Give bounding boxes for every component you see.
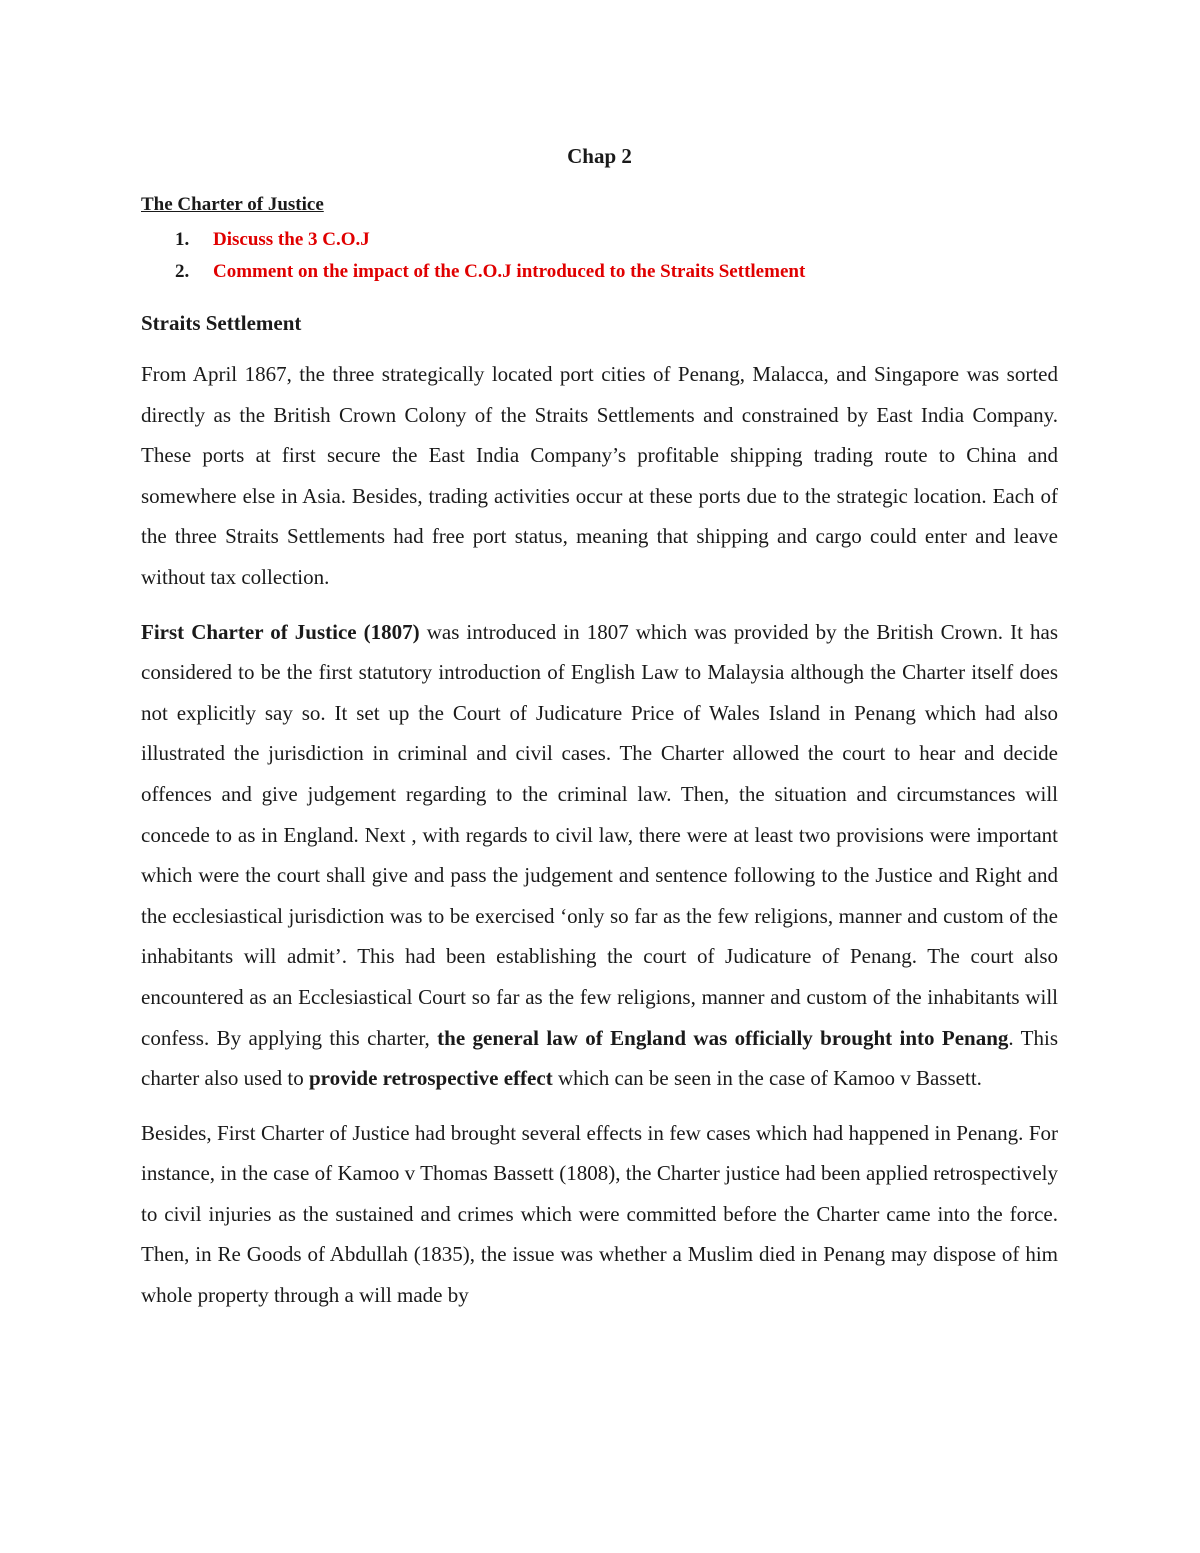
paragraph-text: which can be seen in the case of Kamoo v Bassett. — [552, 1066, 982, 1091]
paragraph-text: was introduced in 1807 which was provided by the British Crown. It has considered to be the first statutory introduction of English Law to Malaysia although the Charter itself does not explicitly say so. It set up the Court of Judicature Price of Wales Island in Penang which had also illustrated the jurisdiction in criminal and civil cases. The Charter allowed the court to hear and decide offences and give judgement regarding to the criminal law. Then, the situation and circumstances will concede to as in England. Next , with regards to civil law, there were at least two provisions were important which were the court shall give and pass the judgement and sentence following to the Justice and Right and the ecclesiastical jurisdiction was to be exercised ‘only so far as the few religions, manner and custom of the inhabitants will admit’. This had been establishing the court of Judicature of Penang. The court also encountered as an Ecclesiastical Court so far as the few religions, manner and custom of the inhabitants will confess. By applying this charter, — [141, 619, 1058, 1050]
question-list — [141, 224, 1058, 288]
question-number: 1. — [175, 229, 190, 250]
question-item — [141, 224, 1058, 256]
subheading-straits-settlement: Straits Settlement — [141, 311, 302, 335]
paragraph-straits-settlement: From April 1867, the three strategically located port cities of Penang, Malacca, and Singapore was sorted directly as the British Crown Colony of the Straits Settlements and constrained by East India Company. These ports at first secure the East India Company’s profitable shipping trading route to China and somewhere else in Asia. Besides, trading activities occur at these ports due to the strategic location. Each of the three Straits Settlements had free port status, meaning that shipping and cargo could enter and leave without tax collection. — [141, 362, 1058, 589]
bold-general-law: the general law of England was officially brought into Penang — [437, 1025, 1009, 1050]
bold-retrospective-effect: provide retrospective effect — [308, 1066, 553, 1091]
document-content — [141, 140, 1058, 1330]
section-title: The Charter of Justice — [141, 194, 324, 215]
paragraph-effects: Besides, First Charter of Justice had brought several effects in few cases which had happened in Penang. For instance, in the case of Kamoo v Thomas Bassett (1808), the Charter justice had been applied retrospectively to civil injuries as the sustained and crimes which were committed before the Charter came into the force. Then, in Re Goods of Abdullah (1835), the issue was whether a Muslim died in Penang may dispose of him whole property through a will made by — [141, 1120, 1058, 1308]
question-number: 2. — [175, 261, 190, 282]
paragraph-first-charter — [141, 612, 1058, 1099]
question-text: Comment on the impact of the C.O.J introduced to the Straits Settlement — [213, 261, 806, 282]
chapter-title: Chap 2 — [567, 144, 632, 168]
paragraph-text: . This charter also used to — [141, 1025, 1058, 1091]
bold-lead-first-charter: First Charter of Justice (1807) — [141, 619, 420, 644]
question-item — [141, 256, 1058, 288]
question-text: Discuss the 3 C.O.J — [213, 229, 370, 250]
